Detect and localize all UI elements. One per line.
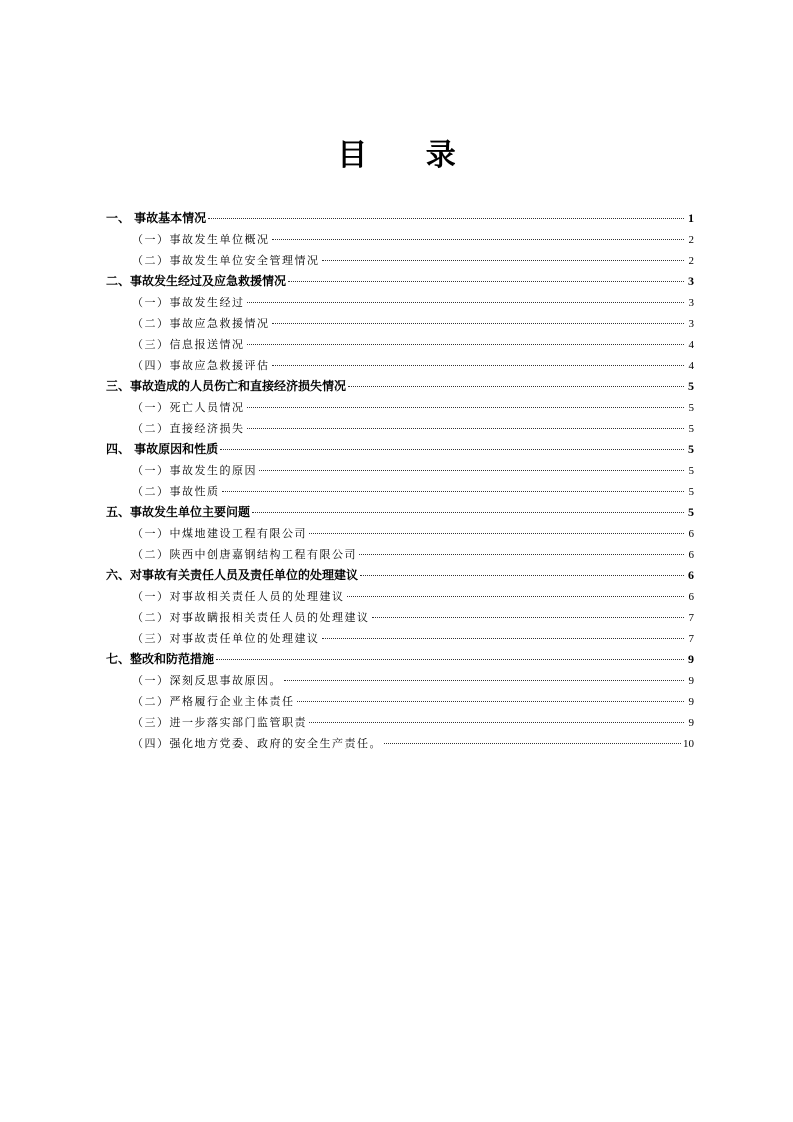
toc-dot-leader	[348, 386, 684, 387]
toc-entry-label: （一）事故发生经过	[132, 296, 245, 309]
toc-dot-leader	[247, 344, 685, 345]
toc-page-number: 5	[688, 402, 694, 414]
toc-dot-leader	[247, 302, 685, 303]
toc-subsection-entry[interactable]	[106, 250, 694, 271]
toc-dot-leader	[208, 218, 684, 219]
toc-page-number: 3	[688, 318, 694, 330]
toc-subsection-entry[interactable]	[106, 628, 694, 649]
toc-dot-leader	[247, 428, 685, 429]
toc-page-number: 7	[688, 633, 694, 645]
toc-dot-leader	[309, 533, 684, 534]
toc-dot-leader	[297, 701, 685, 702]
toc-list	[106, 208, 694, 754]
toc-section-entry[interactable]	[106, 649, 694, 670]
toc-page-number: 6	[688, 528, 694, 540]
toc-subsection-entry[interactable]	[106, 691, 694, 712]
toc-page-number: 6	[688, 591, 694, 603]
toc-page-number: 3	[688, 274, 694, 288]
toc-subsection-entry[interactable]	[106, 397, 694, 418]
toc-page-number: 5	[688, 442, 694, 456]
toc-subsection-entry[interactable]	[106, 670, 694, 691]
toc-dot-leader	[272, 365, 685, 366]
toc-entry-label: 二、事故发生经过及应急救援情况	[106, 274, 287, 288]
toc-page-number: 2	[688, 234, 694, 246]
toc-entry-label: 七、整改和防范措施	[106, 652, 215, 666]
toc-dot-leader	[222, 491, 685, 492]
toc-page-number: 5	[688, 486, 694, 498]
toc-page-number: 5	[688, 379, 694, 393]
toc-page-number: 9	[688, 652, 694, 666]
toc-entry-label: （一）深刻反思事故原因。	[132, 674, 282, 687]
toc-entry-label: （四）强化地方党委、政府的安全生产责任。	[132, 737, 382, 750]
toc-page-number: 6	[688, 568, 694, 582]
toc-subsection-entry[interactable]	[106, 292, 694, 313]
toc-page-number: 2	[688, 255, 694, 267]
toc-entry-label: （一）中煤地建设工程有限公司	[132, 527, 307, 540]
toc-page-number: 7	[688, 612, 694, 624]
toc-subsection-entry[interactable]	[106, 544, 694, 565]
toc-subsection-entry[interactable]	[106, 334, 694, 355]
toc-section-entry[interactable]	[106, 271, 694, 292]
toc-dot-leader	[309, 722, 684, 723]
toc-entry-label: （一）事故发生单位概况	[132, 233, 270, 246]
toc-section-entry[interactable]	[106, 208, 694, 229]
toc-page-number: 1	[688, 211, 694, 225]
toc-page-number: 5	[688, 423, 694, 435]
toc-page-number: 4	[688, 339, 694, 351]
toc-dot-leader	[384, 743, 681, 744]
toc-page-number: 5	[688, 505, 694, 519]
toc-dot-leader	[259, 470, 684, 471]
toc-entry-label: （三）信息报送情况	[132, 338, 245, 351]
toc-dot-leader	[272, 239, 685, 240]
toc-section-entry[interactable]	[106, 502, 694, 523]
toc-subsection-entry[interactable]	[106, 733, 694, 754]
toc-entry-label: （三）进一步落实部门监管职责	[132, 716, 307, 729]
toc-dot-leader	[252, 512, 684, 513]
toc-dot-leader	[347, 596, 685, 597]
toc-entry-label: （一）死亡人员情况	[132, 401, 245, 414]
toc-entry-label: （四）事故应急救援评估	[132, 359, 270, 372]
toc-subsection-entry[interactable]	[106, 313, 694, 334]
toc-subsection-entry[interactable]	[106, 481, 694, 502]
toc-page-number: 9	[688, 675, 694, 687]
toc-entry-label: （二）对事故瞒报相关责任人员的处理建议	[132, 611, 370, 624]
toc-dot-leader	[359, 554, 684, 555]
toc-subsection-entry[interactable]	[106, 586, 694, 607]
toc-title: 目 录	[337, 138, 480, 173]
toc-page-number: 10	[683, 738, 694, 750]
toc-entry-label: （二）事故性质	[132, 485, 220, 498]
toc-page-number: 3	[688, 297, 694, 309]
toc-subsection-entry[interactable]	[106, 355, 694, 376]
toc-page-number: 6	[688, 549, 694, 561]
toc-page-number: 4	[688, 360, 694, 372]
toc-entry-label: （二）事故应急救援情况	[132, 317, 270, 330]
toc-page-number: 9	[688, 717, 694, 729]
toc-subsection-entry[interactable]	[106, 460, 694, 481]
toc-entry-label: （二）严格履行企业主体责任	[132, 695, 295, 708]
toc-subsection-entry[interactable]	[106, 229, 694, 250]
toc-subsection-entry[interactable]	[106, 607, 694, 628]
toc-dot-leader	[272, 323, 685, 324]
toc-page-number: 5	[688, 465, 694, 477]
toc-entry-label: 四、 事故原因和性质	[106, 442, 219, 456]
toc-dot-leader	[284, 680, 684, 681]
toc-entry-label: 三、事故造成的人员伤亡和直接经济损失情况	[106, 379, 347, 393]
toc-entry-label: （二）陕西中创唐嘉钢结构工程有限公司	[132, 548, 357, 561]
toc-entry-label: （二）事故发生单位安全管理情况	[132, 254, 320, 267]
toc-entry-label: （三）对事故责任单位的处理建议	[132, 632, 320, 645]
toc-section-entry[interactable]	[106, 439, 694, 460]
toc-subsection-entry[interactable]	[106, 523, 694, 544]
toc-dot-leader	[216, 659, 684, 660]
toc-dot-leader	[247, 407, 685, 408]
toc-subsection-entry[interactable]	[106, 418, 694, 439]
toc-dot-leader	[372, 617, 685, 618]
toc-subsection-entry[interactable]	[106, 712, 694, 733]
toc-dot-leader	[360, 575, 684, 576]
toc-entry-label: （一）事故发生的原因	[132, 464, 257, 477]
toc-entry-label: 六、对事故有关责任人员及责任单位的处理建议	[106, 568, 359, 582]
toc-entry-label: 五、事故发生单位主要问题	[106, 505, 251, 519]
toc-dot-leader	[322, 260, 685, 261]
toc-entry-label: 一、 事故基本情况	[106, 211, 207, 225]
toc-entry-label: （一）对事故相关责任人员的处理建议	[132, 590, 345, 603]
toc-section-entry[interactable]	[106, 565, 694, 586]
toc-dot-leader	[322, 638, 685, 639]
toc-entry-label: （二）直接经济损失	[132, 422, 245, 435]
toc-dot-leader	[220, 449, 684, 450]
toc-dot-leader	[288, 281, 684, 282]
toc-page-number: 9	[688, 696, 694, 708]
toc-section-entry[interactable]	[106, 376, 694, 397]
